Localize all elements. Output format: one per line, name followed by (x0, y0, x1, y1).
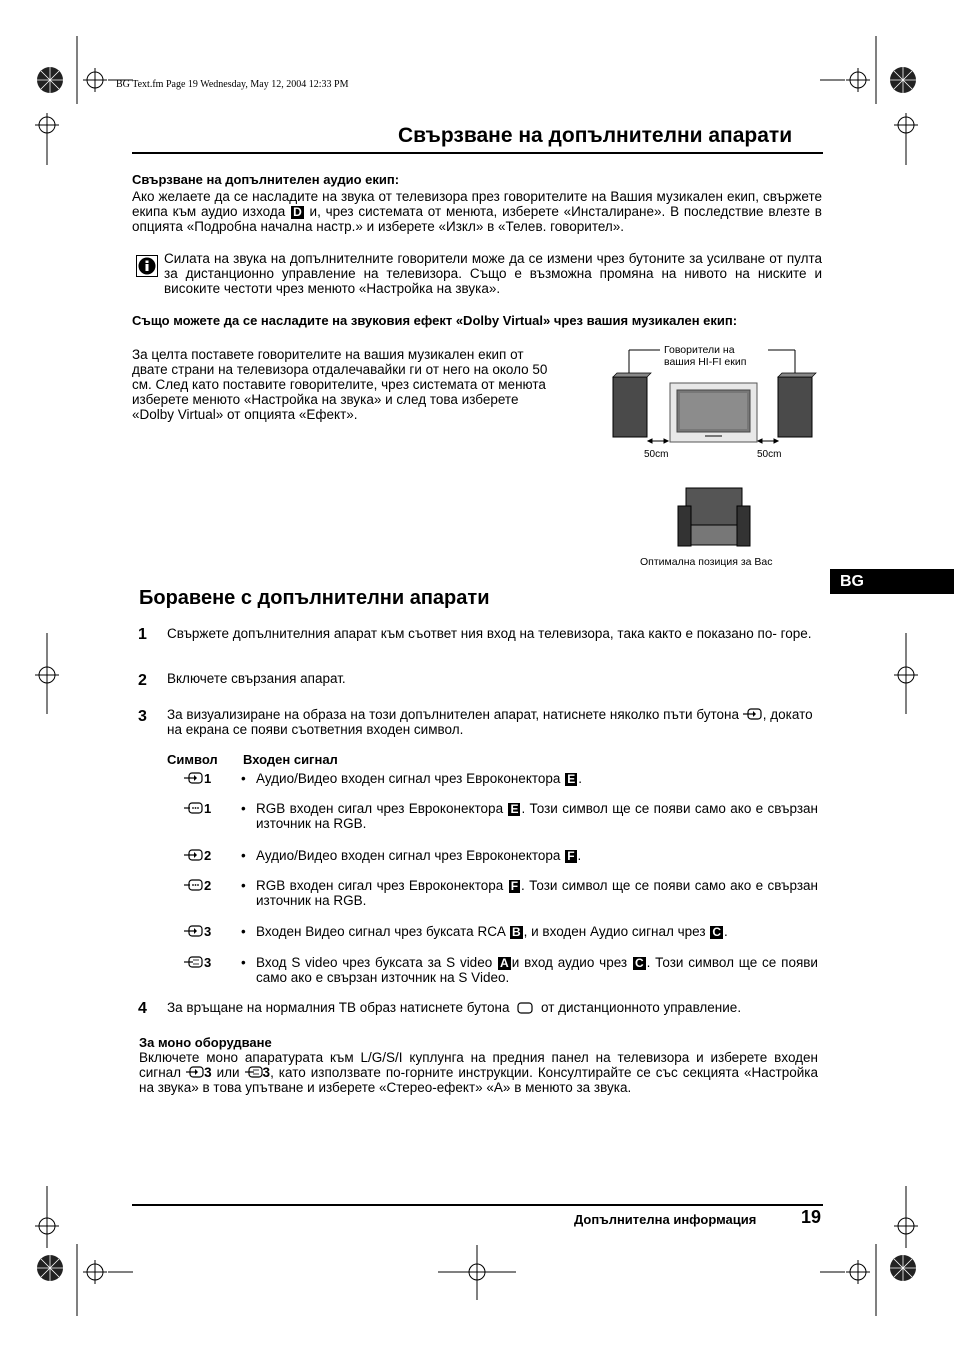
signal-symbol (184, 771, 211, 786)
step-4-text (167, 1000, 741, 1015)
signal-description (256, 878, 818, 908)
bullet: • (241, 924, 246, 939)
audio-section-title: Свързване на допълнителен аудио екип: (132, 172, 400, 187)
dolby-section-title: Също можете да се насладите на звуковия ефект «Dolby Virtual» чрез вашия музикален екип: (132, 313, 738, 328)
connector-badge: F (510, 879, 519, 893)
bullet: • (241, 848, 246, 863)
signal-text: RGB входен сигал чрез Евроконектора (256, 801, 504, 816)
connector-badge: B (511, 925, 521, 939)
step-3-number: 3 (138, 708, 147, 725)
connector-badge: A (500, 956, 509, 970)
signal-text: Аудио/Видео входен сигнал чрез Евроконектора (256, 771, 561, 786)
distance-right-label: 50cm (757, 449, 782, 460)
audio-text-2: и, чрез системата от менюта, изберете «Инсталиране». В последствие влезте в опцията «Подробна начална настр.» и изберете «Изкл» в «Телев. говорител». (132, 204, 822, 234)
mono-input-number-1: 3 (204, 1065, 212, 1080)
signal-text-mid: , и входен Аудио сигнал чрез (523, 924, 706, 939)
rgb-input-icon (184, 802, 204, 814)
tv-button-icon (516, 1002, 534, 1014)
footer-section-name: Допълнителна информация (574, 1212, 757, 1227)
av-input-icon (184, 772, 204, 784)
speaker-left (613, 373, 651, 437)
speaker-placement-diagram (600, 340, 825, 580)
signal-text: Аудио/Видео входен сигнал чрез Евроконектора (256, 848, 561, 863)
av-input-icon (184, 925, 204, 937)
bullet: • (241, 801, 246, 816)
column-header-symbol: Символ (167, 752, 218, 767)
signal-text-after: . Този символ ще се появи само ако е свързан източник на S Video. (256, 955, 818, 985)
step-4-text-after: от дистанционното управление. (540, 1000, 742, 1015)
mono-text-3: , като използвате по-горните инструкции. Консултирайте се със секцията «Настройка на звука» в това упътване и изберете «Стерео-ефект» «A» в менюто за звука. (139, 1065, 818, 1095)
signal-text-after: . (724, 924, 728, 939)
mono-text (139, 1050, 818, 1095)
audio-text-1: Ако желаете да се насладите на звука от телевизора през говорителите на Вашия музикален екип, свържете екипа към аудио изхода (132, 189, 822, 219)
step-2-number: 2 (138, 672, 147, 689)
dolby-section-text: За целта поставете говорителите на вашия музикален екип от двате страни на телевизора отдалечавайки ги от него на около 50 см. След като поставите говорителите, чрез системата от менюта изберете менюто «Настройка на звука» и след това изберете «Dolby Virtual» от опцията «Ефект». (132, 347, 548, 422)
signal-symbol (184, 848, 211, 863)
distance-left-label: 50cm (644, 449, 669, 460)
mono-text-2: или (216, 1065, 240, 1080)
step-3-text (167, 707, 822, 737)
signal-description (256, 801, 818, 831)
bullet: • (241, 878, 246, 893)
signal-text: Вход S video чрез буксата за S video (256, 955, 493, 970)
signal-description (256, 924, 818, 939)
step-2-text: Включете свързания апарат. (167, 671, 346, 686)
symbol-number: 3 (204, 955, 212, 970)
rgb-input-icon (184, 879, 204, 891)
signal-text-after: . Този символ ще се появи само ако е свързан източник на RGB. (256, 801, 818, 831)
signal-description (256, 848, 818, 863)
signal-symbol (184, 955, 211, 970)
connector-badge: C (712, 925, 722, 939)
page-title: Свързване на допълнителни апарати (398, 124, 793, 147)
input-button-icon (743, 708, 763, 720)
step-4-number: 4 (138, 1000, 147, 1017)
connector-badge: F (567, 849, 575, 863)
signal-symbol (184, 924, 211, 939)
title-rule (132, 152, 823, 154)
armchair (678, 488, 750, 546)
connector-badge: C (634, 956, 644, 970)
speaker-right (778, 373, 816, 437)
signal-text-mid: и вход аудио чрез (511, 955, 628, 970)
svideo-input-icon (184, 956, 204, 968)
signal-symbol (184, 801, 211, 816)
step-1-text: Свържете допълнителния апарат към съответ ния вход на телевизора, така както е показано по- горе. (167, 626, 812, 641)
av-input-icon (186, 1066, 204, 1078)
step-3-text-after: , докато на екрана се появи съответния входен символ. (167, 707, 813, 737)
info-icon (136, 255, 158, 277)
speakers-label-line1: Говорители на (664, 344, 735, 356)
column-header-signal: Входен сигнал (243, 752, 338, 767)
symbol-number: 3 (204, 924, 212, 939)
mono-text-1: Включете моно апаратурата към L/G/S/I куплунга на предния панел на телевизора и изберете входен сигнал (139, 1050, 818, 1080)
bullet: • (241, 955, 246, 970)
symbol-number: 2 (204, 878, 212, 893)
signal-symbol (184, 878, 211, 893)
svideo-input-icon (245, 1066, 263, 1078)
audio-section-paragraph (132, 189, 822, 234)
step-3-text-before: За визуализиране на образа на този допълнителен апарат, натиснете няколко пъти бутона (167, 707, 740, 722)
symbol-number: 1 (204, 801, 212, 816)
signal-text: Входен Видео сигнал чрез буксата RCA (256, 924, 506, 939)
tv-set (670, 383, 757, 442)
signal-description (256, 955, 818, 985)
handling-heading: Боравене с допълнителни апарати (139, 587, 490, 609)
signal-text-after: . (577, 848, 582, 863)
mono-title: За моно оборудване (139, 1035, 272, 1050)
footer-rule (132, 1204, 823, 1206)
symbol-number: 2 (204, 848, 212, 863)
position-label: Оптимална позиция за Вас (640, 556, 773, 568)
connector-badge: E (567, 772, 576, 786)
page-number: 19 (801, 1207, 822, 1227)
mono-input-number-2: 3 (262, 1065, 271, 1080)
connector-badge: E (510, 802, 519, 816)
bullet: • (241, 771, 246, 786)
av-input-icon (184, 849, 204, 861)
signal-text-after: . Този символ ще се появи само ако е свързан източник на RGB. (256, 878, 818, 908)
signal-text-after: . (578, 771, 582, 786)
step-1-number: 1 (138, 626, 147, 643)
symbol-number: 1 (204, 771, 212, 786)
speakers-label-line2: вашия HI-FI екип (664, 356, 747, 368)
step-4-text-before: За връщане на нормалния ТВ образ натиснете бутона (167, 1000, 510, 1015)
signal-description (256, 771, 818, 786)
note-text: Силата на звука на допълнителните говорители може да се измени чрез бутоните за усилване от пулта за дистанционно управление на телевизора. Също е възможна промяна на нивото на ниските и високите честоти чрез менюто «Настройка на звука». (164, 251, 822, 296)
page-meta: BG Text.fm Page 19 Wednesday, May 12, 2004 12:33 PM (116, 79, 349, 90)
connector-d-badge: D (293, 205, 302, 219)
language-tab: BG (830, 569, 954, 594)
signal-text: RGB входен сигал чрез Евроконектора (256, 878, 504, 893)
